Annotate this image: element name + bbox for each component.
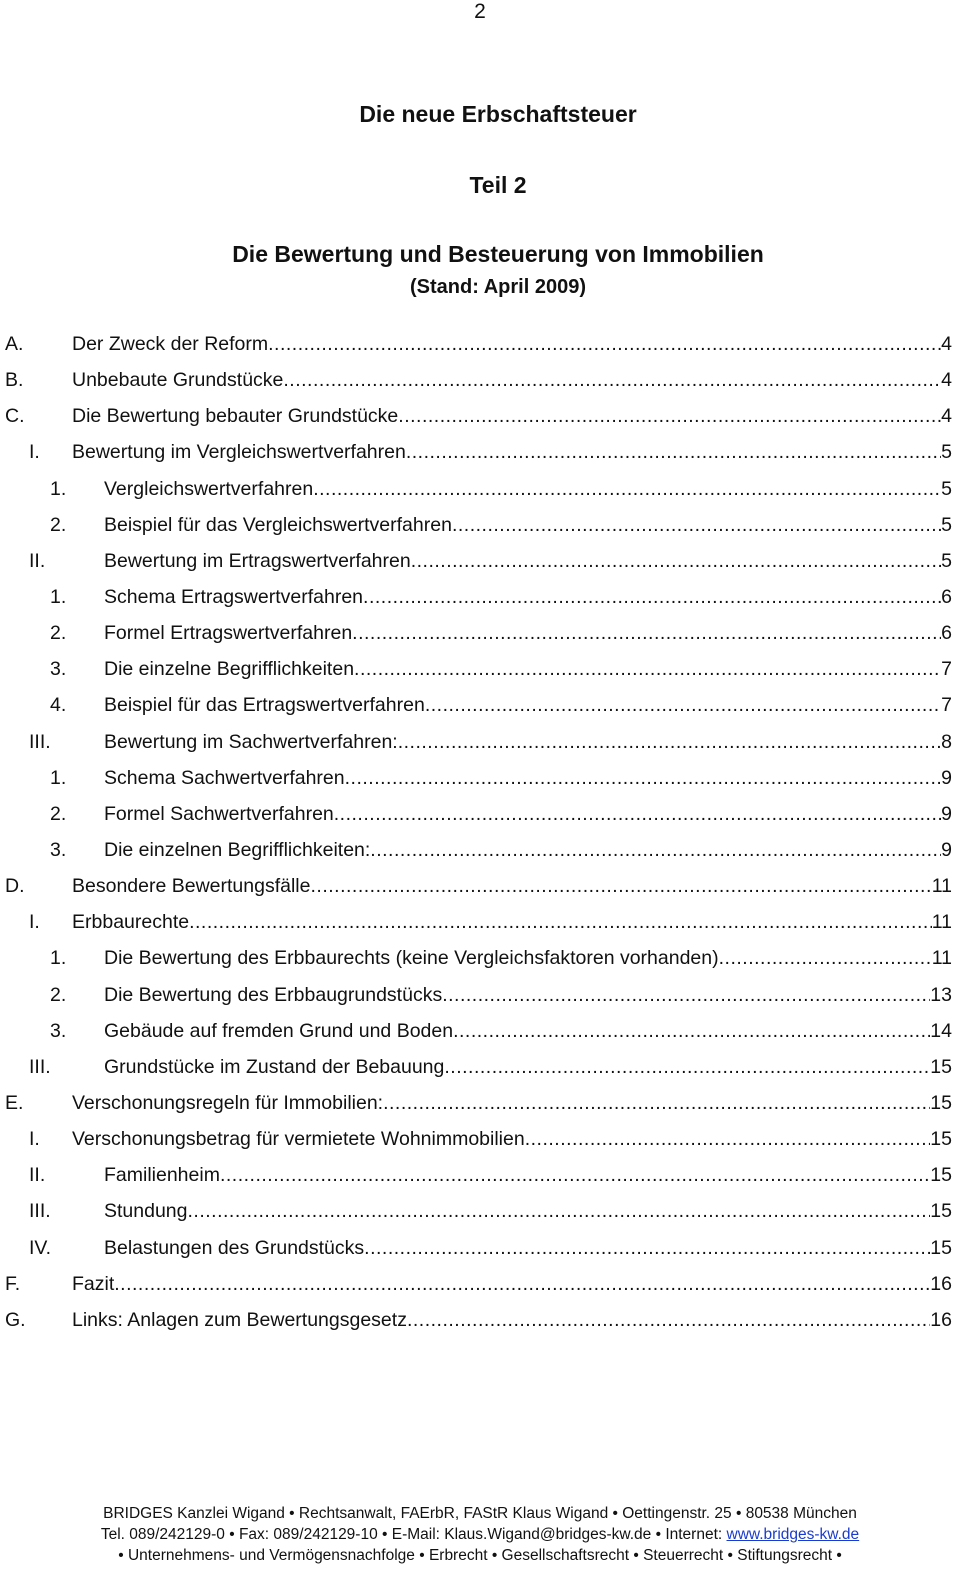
toc-entry-line (104, 543, 952, 579)
toc-entry[interactable] (0, 362, 960, 398)
toc-dot-leader (268, 326, 941, 362)
toc-entry-page: 15 (930, 1128, 952, 1151)
toc-entry[interactable] (0, 579, 960, 615)
toc-dot-leader (283, 362, 941, 398)
toc-entry-title: Die Bewertung des Erbbaurechts (keine Vergleichsfaktoren vorhanden) (104, 947, 719, 970)
toc-entry-line (104, 977, 952, 1013)
website-link[interactable]: www.bridges-kw.de (726, 1526, 860, 1543)
toc-dot-leader (189, 904, 932, 940)
toc-entry-number: II. (29, 549, 46, 572)
toc-entry-page: 9 (941, 802, 952, 825)
toc-entry-number: I. (29, 441, 40, 464)
toc-entry-line (72, 1266, 952, 1302)
toc-entry-number: I. (29, 1128, 40, 1151)
toc-entry-title: Beispiel für das Ertragswertverfahren (104, 694, 425, 717)
toc-entry-number: III. (29, 1055, 51, 1078)
toc-dot-leader (363, 579, 941, 615)
toc-entry-page: 15 (930, 1055, 952, 1078)
document-part: Teil 2 (469, 172, 527, 198)
toc-entry[interactable] (0, 398, 960, 434)
toc-entry-line (72, 1085, 952, 1121)
toc-entry-number: A. (5, 333, 24, 355)
toc-entry-line (104, 832, 952, 868)
toc-entry-title: Die Bewertung des Erbbaugrundstücks (104, 983, 443, 1006)
toc-dot-leader (398, 398, 941, 434)
toc-entry-line (104, 579, 952, 615)
toc-entry-title: Besondere Bewertungsfälle (72, 875, 311, 898)
toc-entry-page: 5 (941, 513, 952, 536)
toc-entry-page: 5 (941, 477, 952, 500)
toc-dot-leader (352, 615, 941, 651)
toc-entry-page: 4 (941, 333, 952, 355)
toc-entry[interactable] (0, 977, 960, 1013)
toc-entry-number: 1. (50, 947, 67, 970)
toc-entry-page: 7 (941, 694, 952, 717)
toc-entry-number: D. (5, 875, 25, 898)
toc-entry-line (104, 1013, 952, 1049)
table-of-contents (0, 326, 960, 1338)
toc-entry[interactable] (0, 1049, 960, 1085)
toc-dot-leader (364, 1230, 930, 1266)
toc-entry-line (104, 1157, 952, 1193)
document-subtitle: Die Bewertung und Besteuerung von Immobilien (232, 241, 764, 267)
toc-dot-leader (188, 1193, 931, 1229)
toc-entry-line (104, 796, 952, 832)
toc-entry-number: 2. (50, 622, 67, 645)
toc-entry-line (104, 724, 952, 760)
toc-entry-title: Familienheim (104, 1164, 220, 1187)
toc-entry-number: 1. (50, 477, 67, 500)
toc-entry-title: Verschonungsbetrag für vermietete Wohnimmobilien (72, 1128, 525, 1151)
toc-dot-leader (453, 1013, 930, 1049)
footer-practice-areas: • Unternehmens- und Vermögensnachfolge • Erbrecht • Gesellschaftsrecht • Steuerrecht • Stiftungsrecht • (118, 1547, 842, 1564)
toc-entry-title: Die Bewertung bebauter Grundstücke (72, 405, 399, 428)
toc-dot-leader (525, 1121, 931, 1157)
toc-entry-title: Links: Anlagen zum Bewertungsgesetz (72, 1308, 407, 1331)
toc-entry-title: Grundstücke im Zustand der Bebauung (104, 1055, 445, 1078)
toc-entry-title: Bewertung im Ertragswertverfahren (104, 549, 411, 572)
toc-dot-leader (452, 507, 941, 543)
toc-entry[interactable] (0, 471, 960, 507)
toc-entry-line (104, 687, 952, 723)
toc-entry-line (72, 868, 952, 904)
toc-entry-title: Beispiel für das Vergleichswertverfahren (104, 513, 452, 536)
toc-dot-leader (444, 1049, 930, 1085)
toc-entry-title: Die einzelnen Begrifflichkeiten: (104, 838, 371, 861)
toc-entry-number: III. (29, 1200, 51, 1223)
toc-entry-number: 2. (50, 983, 67, 1006)
toc-entry-page: 11 (931, 911, 952, 934)
toc-entry[interactable] (0, 615, 960, 651)
toc-entry-title: Fazit (72, 1272, 115, 1295)
toc-entry-line (72, 1302, 952, 1338)
toc-entry-title: Bewertung im Sachwertverfahren: (104, 730, 398, 753)
toc-dot-leader (719, 940, 932, 976)
toc-entry-number: 3. (50, 1019, 67, 1042)
toc-entry[interactable] (0, 1230, 960, 1266)
toc-entry-line (104, 615, 952, 651)
toc-entry-line (104, 1049, 952, 1085)
toc-entry[interactable] (0, 1302, 960, 1338)
toc-entry-page: 5 (941, 441, 952, 464)
toc-dot-leader (442, 977, 930, 1013)
toc-entry-number: 2. (50, 513, 67, 536)
toc-entry-number: II. (29, 1164, 46, 1187)
toc-entry-number: 4. (50, 694, 67, 717)
toc-entry-line (104, 940, 952, 976)
toc-entry[interactable] (0, 940, 960, 976)
toc-entry[interactable] (0, 543, 960, 579)
toc-entry-page: 6 (941, 585, 952, 608)
toc-entry-line (72, 362, 952, 398)
toc-dot-leader (383, 1085, 930, 1121)
toc-entry-title: Schema Sachwertverfahren (104, 766, 345, 789)
toc-entry-page: 14 (930, 1019, 952, 1042)
page-number: 2 (474, 0, 486, 23)
toc-dot-leader (311, 868, 932, 904)
toc-entry-line (104, 471, 952, 507)
toc-entry-number: C. (5, 405, 25, 428)
toc-entry-line (72, 434, 952, 470)
toc-dot-leader (354, 651, 941, 687)
document-title: Die neue Erbschaftsteuer (359, 101, 637, 127)
toc-entry-number: E. (5, 1091, 24, 1114)
toc-entry-page: 16 (930, 1272, 952, 1295)
toc-entry[interactable] (0, 434, 960, 470)
toc-entry[interactable] (0, 507, 960, 543)
toc-entry-number: 3. (50, 838, 67, 861)
toc-entry-title: Schema Ertragswertverfahren (104, 585, 364, 608)
toc-entry-line (104, 760, 952, 796)
toc-entry[interactable] (0, 1013, 960, 1049)
toc-entry-number: 1. (50, 766, 67, 789)
toc-entry[interactable] (0, 724, 960, 760)
toc-entry-page: 4 (941, 369, 952, 392)
toc-entry-page: 4 (941, 405, 952, 428)
toc-entry-number: G. (5, 1308, 26, 1331)
toc-dot-leader (313, 471, 941, 507)
date-note: (Stand: April 2009) (410, 276, 586, 298)
toc-dot-leader (411, 543, 941, 579)
toc-entry[interactable] (0, 1266, 960, 1302)
toc-entry-page: 7 (941, 658, 952, 681)
toc-entry-title: Formel Ertragswertverfahren (104, 622, 353, 645)
toc-entry[interactable] (0, 687, 960, 723)
toc-entry-page: 15 (930, 1164, 952, 1187)
toc-entry-page: 5 (941, 549, 952, 572)
toc-entry-page: 9 (941, 838, 952, 861)
toc-entry-page: 9 (941, 766, 952, 789)
toc-entry[interactable] (0, 868, 960, 904)
toc-entry-number: I. (29, 911, 40, 934)
toc-entry-page: 8 (941, 730, 952, 753)
toc-entry-page: 16 (930, 1308, 952, 1331)
toc-entry-title: Vergleichswertverfahren (104, 477, 314, 500)
toc-entry[interactable] (0, 651, 960, 687)
toc-entry-page: 13 (930, 983, 952, 1006)
toc-entry-title: Belastungen des Grundstücks (104, 1236, 365, 1259)
toc-entry-number: IV. (29, 1236, 52, 1259)
toc-entry[interactable] (0, 1085, 960, 1121)
toc-entry-line (72, 1121, 952, 1157)
toc-entry-line (72, 904, 952, 940)
toc-entry-number: B. (5, 369, 24, 392)
footer-contact-text: Tel. 089/242129-0 • Fax: 089/242129-10 • E-Mail: Klaus.Wigand@bridges-kw.de • Internet: (100, 1526, 727, 1543)
toc-entry-number: III. (29, 730, 51, 753)
toc-dot-leader (370, 832, 941, 868)
toc-entry[interactable] (0, 832, 960, 868)
toc-entry-number: 3. (50, 658, 67, 681)
toc-entry[interactable] (0, 326, 960, 362)
toc-entry-line (104, 1193, 952, 1229)
toc-dot-leader (398, 724, 941, 760)
toc-dot-leader (114, 1266, 930, 1302)
toc-entry-page: 15 (930, 1236, 952, 1259)
toc-entry-title: Erbbaurechte (72, 911, 190, 934)
toc-entry[interactable] (0, 760, 960, 796)
toc-dot-leader (220, 1157, 930, 1193)
toc-entry-number: F. (5, 1272, 21, 1295)
footer-contact (0, 1526, 960, 1544)
toc-entry-title: Unbebaute Grundstücke (72, 369, 284, 392)
toc-entry-page: 15 (930, 1200, 952, 1223)
toc-dot-leader (406, 434, 941, 470)
toc-entry-title: Bewertung im Vergleichswertverfahren (72, 441, 406, 464)
toc-entry[interactable] (0, 1121, 960, 1157)
toc-entry-title: Formel Sachwertverfahren (104, 802, 334, 825)
toc-entry-line (72, 326, 952, 362)
toc-entry-page: 6 (941, 622, 952, 645)
toc-entry-line (104, 507, 952, 543)
toc-dot-leader (345, 760, 942, 796)
toc-entry-line (104, 651, 952, 687)
toc-entry[interactable] (0, 1157, 960, 1193)
toc-dot-leader (334, 796, 941, 832)
toc-entry-title: Stundung (104, 1200, 188, 1223)
toc-entry-page: 11 (931, 947, 952, 970)
footer-address: BRIDGES Kanzlei Wigand • Rechtsanwalt, FAErbR, FAStR Klaus Wigand • Oettingenstr. 25 • 80538 München (103, 1505, 857, 1522)
toc-dot-leader (425, 687, 941, 723)
toc-entry-line (72, 398, 952, 434)
toc-entry-page: 15 (930, 1091, 952, 1114)
toc-dot-leader (407, 1302, 930, 1338)
toc-entry-title: Die einzelne Begrifflichkeiten (104, 658, 355, 681)
toc-entry-number: 2. (50, 802, 67, 825)
toc-entry-title: Der Zweck der Reform (72, 333, 269, 355)
toc-entry[interactable] (0, 1193, 960, 1229)
toc-entry-number: 1. (50, 585, 67, 608)
toc-entry-title: Verschonungsregeln für Immobilien: (72, 1091, 384, 1114)
toc-entry[interactable] (0, 904, 960, 940)
toc-entry-title: Gebäude auf fremden Grund und Boden (104, 1019, 454, 1042)
toc-entry[interactable] (0, 796, 960, 832)
toc-entry-line (104, 1230, 952, 1266)
toc-entry-page: 11 (931, 875, 952, 898)
